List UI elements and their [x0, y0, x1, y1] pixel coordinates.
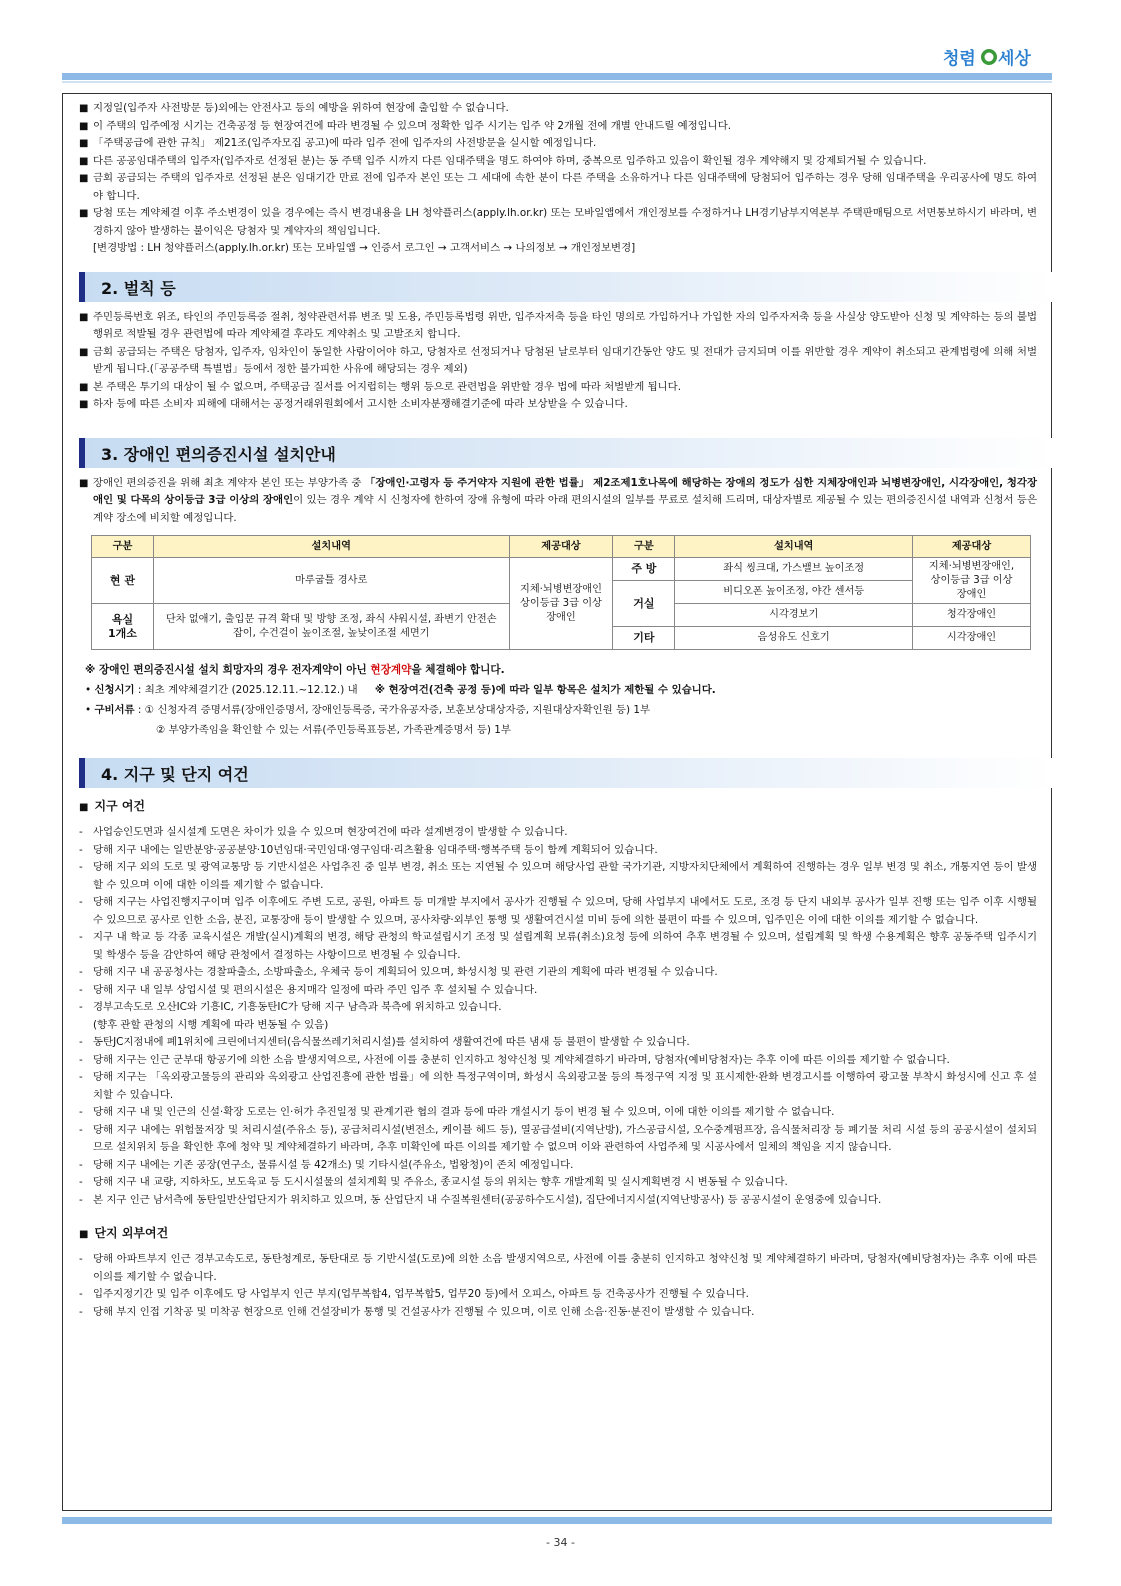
penalty-bullet: ■ 주민등록번호 위조, 타인의 주민등록증 절취, 청약관련서류 변조 및 도용, 주민등록법령 위반, 입주자저축 등을 타인 명의로 가입하거나 가입한 자의 입주자저축 등을 사실상 양도받아 신청 및 계약하는 등의 불법행위로 적발될 경우 관련법에 따라 계약체결 후라도 계약취소 및 고발조치 합니다.	[79, 309, 1037, 344]
penalty-bullet: ■ 본 주택은 투기의 대상이 될 수 없으며, 주택공급 질서를 어지럽히는 행위 등으로 관련법을 위반할 경우 법에 따라 처벌받게 됩니다.	[79, 379, 1037, 397]
section-4-title: 4. 지구 및 단지 여건	[101, 765, 249, 784]
district-condition-item: - 지구 내 학교 등 각종 교육시설은 개발(실시)계획의 변경, 해당 관청의 학교설립시기 조정 및 설립계획 보류(취소)요청 등에 의하여 추후 변경될 수 있으며, 설립계획 및 학생 수용계획은 향후 공동주택 입주시기 및 학생수 등을 감안하여 해당 관청에서 결정하는 사항이므로 변경될 수 있습니다.	[79, 929, 1037, 964]
cell-entrance-label: 현 관	[92, 558, 154, 604]
intro-bullets	[79, 100, 1037, 240]
district-condition-item: - 당해 지구 내에는 위험물저장 및 처리시설(주유소 등), 공급처리시설(변전소, 케이블 헤드 등), 열공급설비(지역난방), 가스공급시설, 오수중계펌프장, 음식물처리장 등 폐기물 처리 시설 등의 공공시설이 설치되므로 설치위치 등을 확인한 후에 청약 및 계약체결하기 바라며, 추후 미확인에 따른 이의를 제기할 수 없으며 이와 관련하여 사업주체 및 시공사에서 일체의 책임을 지지 않습니다.	[79, 1122, 1037, 1157]
section-3-intro: ■ 장애인 편의증진을 위해 최초 계약자 본인 또는 부양가족 중 「장애인·고령자 등 주거약자 지원에 관한 법률」 제2조제1호나목에 해당하는 장애의 정도가 심한 지체장애인과 뇌병변장애인, 시각장애인, 청각장애인 및 다목의 상이등급 3급 이상의 장애인이 있는 경우 계약 시 신청자에 한하여 장애 유형에 따라 아래 편의시설의 일부를 무료로 설치해 드리며, 대상자별로 제공될 수 있는 편의증진시설 내역과 신청서 등은 계약 장소에 비치할 예정입니다.	[79, 475, 1037, 528]
cell-kitchen-item: 좌식 씽크대, 가스밸브 높이조정	[675, 558, 913, 581]
district-condition-item: - 동탄JC지점내에 폐1위치에 크린에너지센터(음식물쓰레기처리시설)를 설치하여 생활여건에 따른 냄새 등 불편이 발생할 수 있습니다.	[79, 1034, 1037, 1052]
section-3-header	[79, 438, 1037, 468]
header-rule-thin	[62, 81, 1052, 83]
section-3-title: 3. 장애인 편의증진시설 설치안내	[101, 444, 336, 464]
cell-bath-item: 단차 없애기, 출입문 규격 확대 및 방향 조정, 좌식 샤워시설, 좌변기 안전손잡이, 수건걸이 높이조절, 높낮이조절 세면기	[153, 604, 509, 650]
penalty-bullet: ■ 하자 등에 따른 소비자 피해에 대해서는 공정거래위원회에서 고시한 소비자분쟁해결기준에 따라 보상받을 수 있습니다.	[79, 396, 1037, 414]
district-condition-item: - 당해 지구는 「옥외광고물등의 관리와 옥외광고 산업진흥에 관한 법률」에 의한 특정구역이며, 화성시 옥외광고물 등의 특정구역 지정 및 표시제한·완화 변경고시를 이행하여 광고물 부착시 화성시에 신고 후 설치할 수 있습니다.	[79, 1069, 1037, 1104]
cell-kitchen-target: 지체·뇌병변장애인, 상이등급 3급 이상 장애인	[913, 558, 1031, 604]
section-4-header	[79, 758, 1037, 788]
notice-bullet: ■ 「주택공급에 관한 규칙」 제21조(입주자모집 공고)에 따라 입주 전에 입주자의 사전방문을 실시할 예정입니다.	[79, 135, 1037, 153]
district-condition-item: - 당해 지구는 인근 군부대 항공기에 의한 소음 발생지역으로, 사전에 이를 충분히 인지하고 청약신청 및 계약체결하기 바라며, 당첨자(예비당첨자)는 추후 이에 따른 이의를 제기할 수 없습니다.	[79, 1052, 1037, 1070]
svg-text:청렴: 청렴	[943, 49, 976, 69]
th-target-right: 제공대상	[913, 536, 1031, 558]
external-condition-item: - 입주지정기간 및 입주 이후에도 당 사업부지 인근 부지(업무복합4, 업무복합5, 업무20 등)에서 오피스, 아파트 등 건축공사가 진행될 수 있습니다.	[79, 1286, 1037, 1304]
cell-etc-item: 음성유도 신호기	[675, 627, 913, 650]
district-condition-item: - 당해 지구 내 공공청사는 경찰파출소, 소방파출소, 우체국 등이 계획되어 있으며, 화성시청 및 관련 기관의 계획에 따라 변경될 수 있습니다.	[79, 964, 1037, 982]
th-category-left: 구분	[92, 536, 154, 558]
section-2-bullets	[79, 309, 1037, 414]
district-condition-item: - 당해 지구 외의 도로 및 광역교통망 등 기반시설은 사업추진 중 일부 변경, 취소 또는 지연될 수 있으며 해당사업 관할 국가기관, 지방자치단체에서 계획하여 진행하는 경우 일부 변경 및 취소, 개통지연 등이 발생할 수 있으며 이에 대한 이의를 제기할 수 없습니다.	[79, 859, 1037, 894]
notice-bullet: ■ 다른 공공임대주택의 입주자(입주자로 선정된 분)는 동 주택 입주 시까지 다른 임대주택을 명도 하여야 하며, 중복으로 입주하고 있음이 확인될 경우 계약해지 및 강제퇴거될 수 있습니다.	[79, 153, 1037, 171]
logo-clean-world	[943, 44, 1039, 72]
change-method: [변경방법 : LH 청약플러스(apply.lh.or.kr) 또는 모바일앱 → 인증서 로그인 → 고객서비스 → 나의정보 → 개인정보변경]	[93, 242, 636, 254]
district-condition-item: - 당해 지구는 사업진행지구이며 입주 이후에도 주변 도로, 공원, 아파트 등 미개발 부지에서 공사가 진행될 수 있으며, 당해 사업부지 내에서도 도로, 조경 등 단지 내외부 공사가 일부 진행 또는 입주 이후 시행될 수 있으므로 공사로 인한 소음, 분진, 교통장애 등이 발생할 수 있으며, 공사차량·외부인 통행 및 생활여건시설 미비 등에 의한 불편이 따를 수 있으며, 입주민은 이에 대한 이의를 제기할 수 없습니다.	[79, 894, 1037, 929]
district-condition-item: - 당해 지구 내에는 일반분양·공공분양·10년임대·국민임대·영구임대·리츠활용 임대주택·행복주택 등이 함께 계획되어 있습니다.	[79, 842, 1037, 860]
district-condition-item: - 본 지구 인근 남서측에 동탄일반산업단지가 위치하고 있으며, 동 산업단지 내 수질복원센터(공공하수도시설), 집단에너지시설(지역난방공사) 등 공공시설이 운영중에 있습니다.	[79, 1192, 1037, 1210]
cell-etc-target: 시각장애인	[913, 627, 1031, 650]
external-condition-item: - 당해 부지 인접 기착공 및 미착공 현장으로 인해 건설장비가 통행 및 건설공사가 진행될 수 있으며, 이로 인해 소음·진동·분진이 발생할 수 있습니다.	[79, 1304, 1037, 1322]
notice-bullet: ■ 지정일(입주자 사전방문 등)외에는 안전사고 등의 예방을 위하여 현장에 출입할 수 없습니다.	[79, 100, 1037, 118]
penalty-bullet: ■ 금회 공급되는 주택은 당첨자, 입주자, 임차인이 동일한 사람이어야 하고, 당첨자로 선정되거나 당첨된 날로부터 임대기간동안 양도 및 전대가 금지되며 이를 위반할 경우 계약이 취소되고 관계법령에 의해 처벌받게 됩니다.(「공공주택 특별법」등에서 정한 불가피한 사유에 해당되는 경우 제외)	[79, 344, 1037, 379]
section-2-title: 2. 벌칙 등	[101, 278, 176, 298]
cell-living-label: 거실	[613, 581, 675, 627]
district-condition-item: - 당해 지구 내 일부 상업시설 및 편의시설은 용지매각 일정에 따라 주민 입주 후 설치될 수 있습니다.	[79, 982, 1037, 1000]
header-rule	[62, 73, 1052, 80]
section-2-header	[79, 272, 1037, 302]
cell-living-item-1: 비디오폰 높이조정, 야간 센서등	[675, 581, 913, 604]
notice-bullet: ■ 이 주택의 입주예정 시기는 건축공정 등 현장여건에 따라 변경될 수 있으며 정확한 입주 시기는 입주 약 2개월 전에 개별 안내드릴 예정입니다.	[79, 118, 1037, 136]
district-condition-item: - 당해 지구 내 및 인근의 신설·확장 도로는 인·허가 추진일정 및 관계기관 협의 결과 등에 따라 개설시기 등이 변경 될 수 있으며, 이에 대한 이의를 제기할 수 없습니다.	[79, 1104, 1037, 1122]
required-documents: • 구비서류 : ① 신청자격 증명서류(장애인증명서, 장애인등록증, 국가유공자증, 보훈보상대상자증, 지원대상자확인원 등) 1부	[85, 704, 651, 716]
external-condition-item: - 당해 아파트부지 인근 경부고속도로, 동탄청계로, 동탄대로 등 기반시설(도로)에 의한 소음 발생지역으로, 사전에 이를 충분히 인지하고 청약신청 및 계약체결하기 바라며, 당첨자(예비당첨자)는 추후 이에 따른 이의를 제기할 수 없습니다.	[79, 1251, 1037, 1286]
onsite-contract-note: ※ 장애인 편의증진시설 설치 희망자의 경우 전자계약이 아닌 현장계약을 체결해야 합니다.	[85, 664, 505, 676]
district-condition-item: - 당해 지구 내에는 기존 공장(연구소, 물류시설 등 42개소) 및 기타시설(주유소, 법왕청)이 존치 예정입니다.	[79, 1157, 1037, 1175]
external-conditions-list	[79, 1251, 1037, 1321]
district-conditions-list	[79, 824, 1037, 1209]
district-condition-item: - 당해 지구 내 교량, 지하차도, 보도육교 등 도시시설물의 설치계획 및 주유소, 종교시설 등의 위치는 향후 개발계획 및 실시계획변경 시 변동될 수 있습니다.	[79, 1174, 1037, 1192]
cell-entrance-item: 마루굽틀 경사로	[153, 558, 509, 604]
th-install-right: 설치내역	[675, 536, 913, 558]
application-period: • 신청시기 : 최초 계약체결기간 (2025.12.11.~12.12.) 내 ※ 현장여건(건축 공정 등)에 따라 일부 항목은 설치가 제한될 수 있습니다.	[85, 684, 716, 696]
page-number: - 34 -	[546, 1536, 575, 1549]
district-conditions-heading: ■ 지구 여건	[79, 799, 145, 813]
content-frame	[62, 93, 1052, 1511]
cell-kitchen-label: 주 방	[613, 558, 675, 581]
cell-etc-label: 기타	[613, 627, 675, 650]
th-category-right: 구분	[613, 536, 675, 558]
th-target-left: 제공대상	[509, 536, 613, 558]
external-conditions-heading: ■ 단지 외부여건	[79, 1226, 169, 1240]
cell-left-target: 지체·뇌병변장애인 상이등급 3급 이상 장애인	[509, 558, 613, 650]
svg-text:세상: 세상	[998, 49, 1031, 69]
cell-bath-label: 욕실 1개소	[92, 604, 154, 650]
notice-bullet: ■ 금회 공급되는 주택의 입주자로 선정된 분은 임대기간 만료 전에 입주자 본인 또는 그 세대에 속한 분이 다른 주택을 소유하거나 다른 임대주택에 당첨되어 입주하는 경우 당해 임대주택을 우리공사에 명도 하여야 합니다.	[79, 170, 1037, 205]
cell-living-item-2: 시각경보기	[675, 604, 913, 627]
required-documents-2: ② 부양가족임을 확인할 수 있는 서류(주민등록표등본, 가족관계증명서 등) 1부	[156, 724, 511, 736]
facility-table	[91, 535, 1031, 650]
cell-living-target-2: 청각장애인	[913, 604, 1031, 627]
th-install-left: 설치내역	[153, 536, 509, 558]
district-condition-item: - 경부고속도로 오산IC와 기흥IC, 기흥동탄IC가 당해 지구 남측과 북측에 위치하고 있습니다. (향후 관할 관청의 시행 계획에 따라 변동될 수 있음)	[79, 999, 1037, 1034]
footer-rule	[62, 1517, 1052, 1524]
notice-bullet: ■ 당첨 또는 계약체결 이후 주소변경이 있을 경우에는 즉시 변경내용을 LH 청약플러스(apply.lh.or.kr) 또는 모바일앱에서 개인정보를 수정하거나 LH경기남부지역본부 주택판매팀으로 서면통보하시기 바라며, 변경하지 않아 발생하는 불이익은 당첨자 및 계약자의 책임입니다.	[79, 205, 1037, 240]
district-condition-item: - 사업승인도면과 실시설계 도면은 차이가 있을 수 있으며 현장여건에 따라 설계변경이 발생할 수 있습니다.	[79, 824, 1037, 842]
